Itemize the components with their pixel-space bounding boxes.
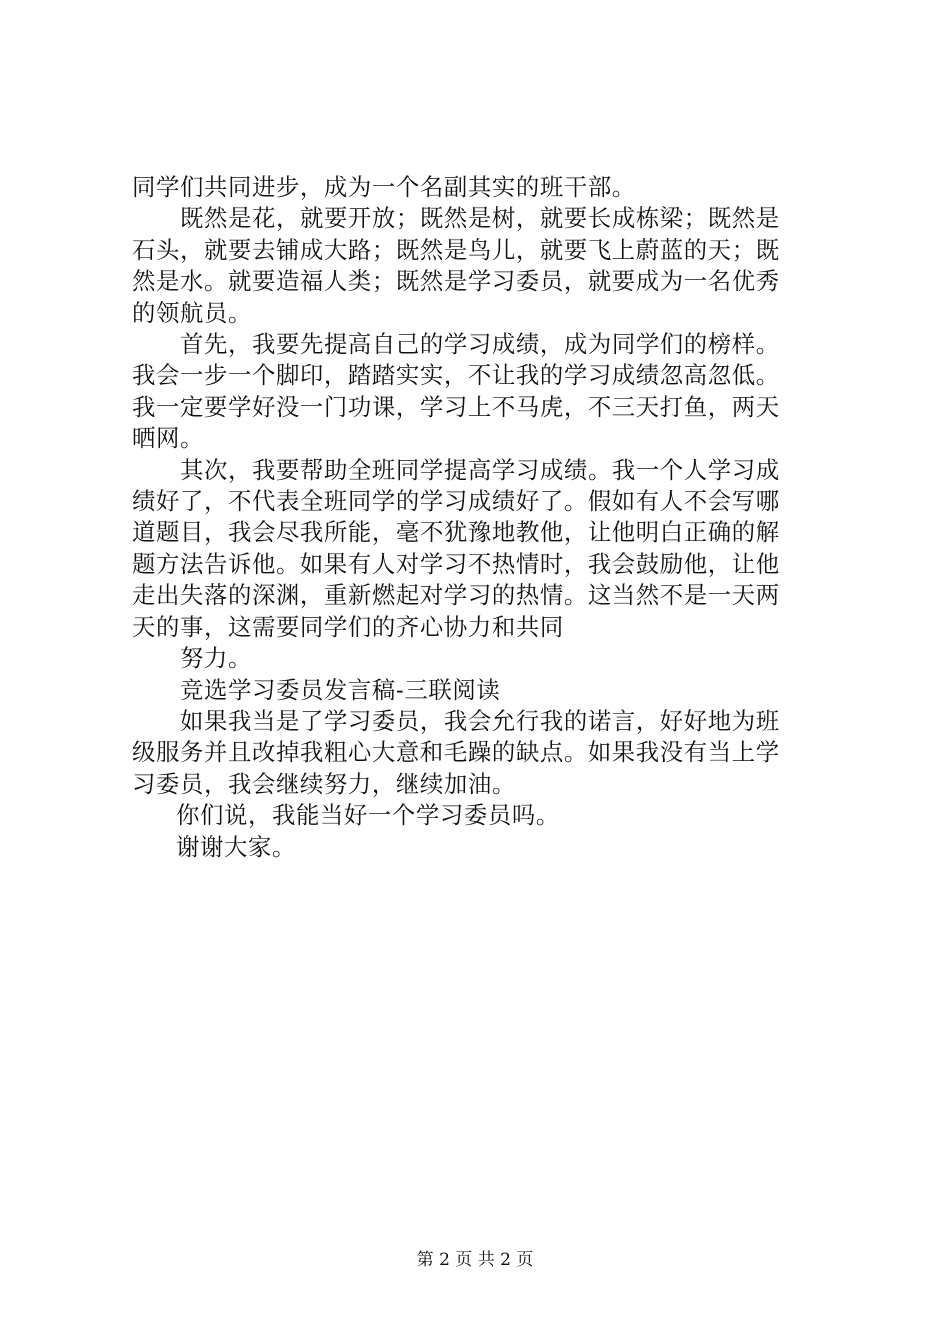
- paragraph-line: 同学们共同进步，成为一个名副其实的班干部。: [132, 173, 636, 201]
- paragraph-line: 级服务并且改掉我粗心大意和毛躁的缺点。如果我没有当上学: [132, 738, 780, 767]
- paragraph-line: 如果我当是了学习委员，我会允行我的诺言，好好地为班: [180, 706, 780, 735]
- paragraph-line: 绩好了，不代表全班同学的学习成绩好了。假如有人不会写哪: [132, 487, 780, 516]
- paragraph-line: 首先，我要先提高自己的学习成绩，成为同学们的榜样。: [180, 330, 780, 359]
- paragraph-line: 我一定要学好没一门功课，学习上不马虎，不三天打鱼，两天: [132, 392, 780, 421]
- paragraph-line: 然是水。就要造福人类；既然是学习委员，就要成为一名优秀: [132, 267, 780, 296]
- paragraph-line: 题方法告诉他。如果有人对学习不热情时，我会鼓励他，让他: [132, 549, 780, 578]
- page-number-footer: 第 2 页 共 2 页: [416, 1250, 534, 1270]
- document-body: [132, 172, 832, 863]
- paragraph-line: 既然是花，就要开放；既然是树，就要长成栋梁；既然是: [180, 204, 780, 233]
- paragraph-line: 走出失落的深渊，重新燃起对学习的热情。这当然不是一天两: [132, 581, 780, 610]
- paragraph-line: 的领航员。: [132, 298, 252, 327]
- paragraph-line: 我会一步一个脚印，踏踏实实，不让我的学习成绩忽高忽低。: [132, 361, 780, 390]
- paragraph-line: 石头，就要去铺成大路；既然是鸟儿，就要飞上蔚蓝的天；既: [132, 235, 780, 264]
- paragraph-line: 谢谢大家。: [176, 832, 296, 861]
- paragraph-line: 习委员，我会继续努力，继续加油。: [132, 769, 516, 798]
- paragraph-line: 天的事，这需要同学们的齐心协力和共同: [132, 612, 564, 641]
- paragraph-line: 道题目，我会尽我所能，毫不犹豫地教他，让他明白正确的解: [132, 518, 780, 547]
- paragraph-line: 你们说，我能当好一个学习委员吗。: [176, 801, 560, 830]
- paragraph-line: 晒网。: [132, 424, 204, 453]
- paragraph-line: 其次，我要帮助全班同学提高学习成绩。我一个人学习成: [180, 455, 780, 484]
- paragraph-line: 努力。: [180, 644, 252, 673]
- section-title: 竞选学习委员发言稿-三联阅读: [180, 675, 501, 704]
